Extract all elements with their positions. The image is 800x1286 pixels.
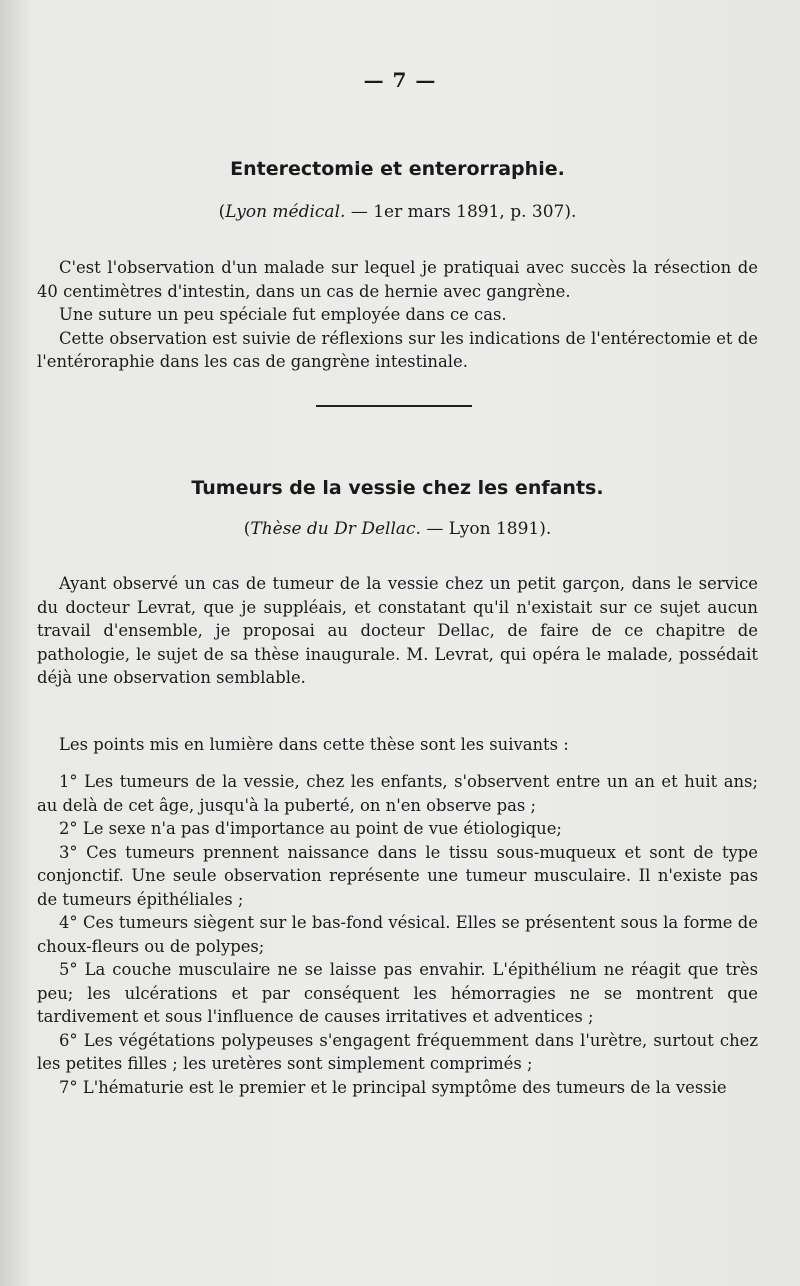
list-item: 7° L'hématurie est le premier et le principal symptôme des tumeurs de la vessie <box>59 1077 727 1097</box>
section-1-body <box>37 256 758 374</box>
list-item: 4° Ces tumeurs siègent sur le bas-fond vésical. Elles se présentent sous la forme de choux-fleurs ou de polypes; <box>37 913 758 956</box>
paragraph: Les points mis en lumière dans cette thèse sont les suivants : <box>59 735 569 754</box>
section-1-citation: (Lyon médical. — 1er mars 1891, p. 307). <box>218 202 577 222</box>
list-item: 2° Le sexe n'a pas d'importance au point de vue étiologique; <box>59 819 562 838</box>
section-2-citation: (Thèse du Dr Dellac. — Lyon 1891). <box>243 519 552 539</box>
list-item: 6° Les végétations polypeuses s'engagent fréquemment dans l'urètre, surtout chez les petites filles ; les uretères sont simplement comprimés ; <box>37 1030 758 1073</box>
citation-journal: Lyon médical. <box>225 202 346 222</box>
paragraph: C'est l'observation d'un malade sur lequel je pratiquai avec succès la résection de 40 centimètres d'intestin, dans un cas de hernie avec gangrène. <box>37 258 758 301</box>
paragraph: Cette observation est suivie de réflexions sur les indications de l'entérectomie et de l'entéroraphie dans les cas de gangrène intestinale. <box>37 328 758 371</box>
paragraph: Une suture un peu spéciale fut employée dans ce cas. <box>59 305 507 324</box>
paragraph: Ayant observé un cas de tumeur de la vessie chez un petit garçon, dans le service du docteur Levrat, que je suppléais, et constatant qu'il n'existait sur ce sujet aucun travail d'ensemble, je proposai au docteur Dellac, de faire de ce chapitre de pathologie, le sujet de sa thèse inaugurale. M. Levrat, qui opéra le malade, possédait déjà une observation semblable. <box>37 574 758 687</box>
page-number: — 7 — <box>363 68 437 92</box>
section-2-points-intro <box>37 733 758 757</box>
citation-thesis: Thèse du Dr Dellac. <box>250 519 421 539</box>
list-item: 3° Ces tumeurs prennent naissance dans le tissu sous-muqueux et sont de type conjonctif. Une seule observation représente une tumeur musculaire. Il n'existe pas de tumeurs épithéliales ; <box>37 842 758 909</box>
list-item: 5° La couche musculaire ne se laisse pas envahir. L'épithélium ne réagit que très peu; les ulcérations et par conséquent les hémorragies ne se montrent que tardivement et sous l'influence de causes irritatives et adventices ; <box>37 960 758 1026</box>
section-2-points <box>37 770 758 1099</box>
section-2-title: Tumeurs de la vessie chez les enfants. <box>191 477 604 499</box>
list-item: 1° Les tumeurs de la vessie, chez les enfants, s'observent entre un an et huit ans; au delà de cet âge, jusqu'à la puberté, on n'en observe pas ; <box>37 772 758 815</box>
section-2-intro <box>37 572 758 690</box>
section-1-title: Enterectomie et enterorraphie. <box>230 158 565 180</box>
section-divider <box>316 405 472 407</box>
